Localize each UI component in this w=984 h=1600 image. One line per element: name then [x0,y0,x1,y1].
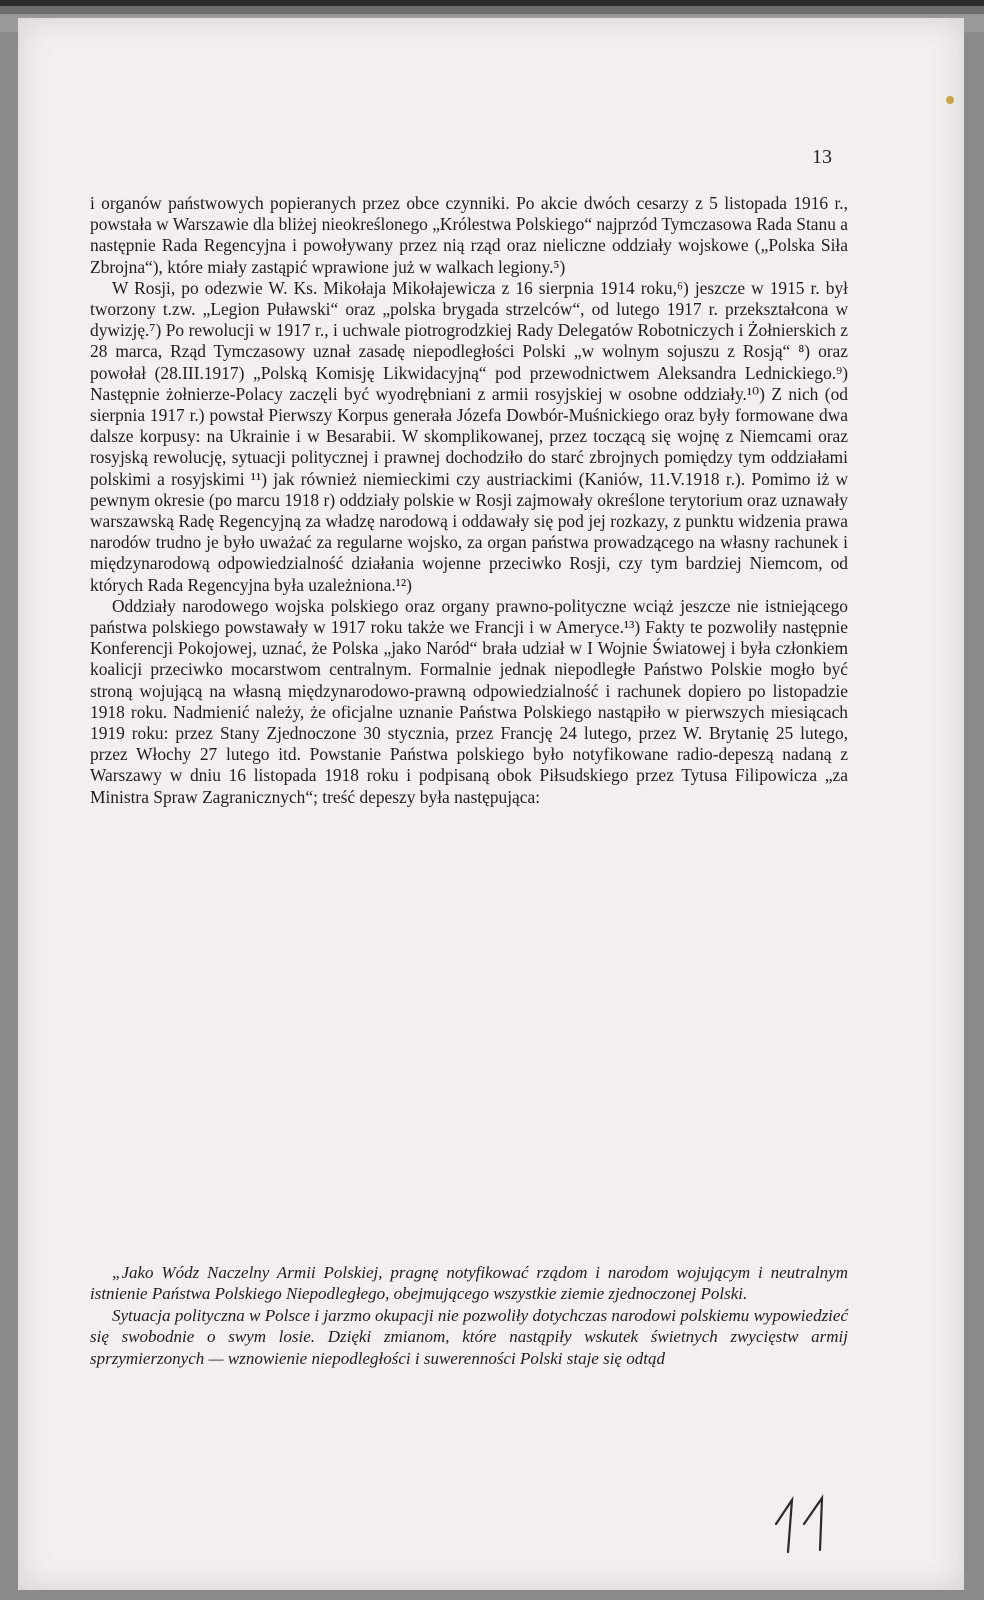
paragraph-2: W Rosji, po odezwie W. Ks. Mikołaja Mikołajewicza z 16 sierpnia 1914 roku,⁶) jeszcze w 1915 r. był tworzony t.zw. „Legion Puławski“ oraz „polska brygada strzelców“, od lutego 1917 r. przekształcona w dywizję.⁷) Po rewolucji w 1917 r., i uchwale piotrogrodzkiej Rady Delegatów Robotniczych i Żołnierskich z 28 marca, Rząd Tymczasowy uznał zasadę niepodległości Polski „w wolnym sojuszu z Rosją“ ⁸) oraz powołał (28.III.1917) „Polską Komisję Likwidacyjną“ pod przewodnictwem Aleksandra Lednickiego.⁹) Następnie żołnierze-Polacy zaczęli być wyodrębniani z armii rosyjskiej w osobne oddziały.¹⁰) Z nich (od sierpnia 1917 r.) powstał Pierwszy Korpus generała Józefa Dowbór-Muśnickiego oraz były formowane dwa dalsze korpusy: na Ukrainie i w Besarabii. W skomplikowanej, przez toczącą się wojnę z Niemcami oraz rosyjską rewolucję, sytuacji politycznej i prawnej dochodziło do starć zbrojnych pomiędzy tym oddziałami polskimi a rosyjskimi ¹¹) jak również niemieckimi czy austriackimi (Kaniów, 11.V.1918 r.). Pomimo iż w pewnym okresie (po marcu 1918 r) oddziały polskie w Rosji zajmowały określone terytorium oraz uznawały warszawską Radę Regencyjną za władzę narodową i oddawały się pod jej rozkazy, z punktu widzenia prawa narodów trudno je było uważać za regularne wojsko, za organ państwa prowadzącego na własny rachunek i międzynarodową odpowiedzialność działania wojenne przeciwko Rosji, czy tym bardziej Niemcom, od których Rada Regencyjna była uzależniona.¹²) [90,277,848,595]
quote-paragraph-2: Sytuacja polityczna w Polsce i jarzmo okupacji nie pozwoliły dotychczas narodowi polskiemu wypowiedzieć się swobodnie o swym losie. Dzięki zmianom, które nastąpiły wskutek świetnych zwycięstw armij sprzymierzonych — wznowienie niepodległości i suwerenności Polski staje się odtąd [90,1305,848,1368]
paragraph-3: Oddziały narodowego wojska polskiego oraz organy prawno-polityczne wciąż jeszcze nie istniejącego państwa polskiego powstawały w 1917 roku także we Francji i w Ameryce.¹³) Fakty te pozwoliły następnie Konferencji Pokojowej, uznać, że Polska „jako Naród“ brała udział w I Wojnie Światowej i była członkiem koalicji przeciwko mocarstwom centralnym. Formalnie jednak niepodległe Państwo Polskie mogło być stroną wojującą na własną międzynarodowo-prawną odpowiedzialność i rachunek dopiero po listopadzie 1918 roku. Nadmienić należy, że oficjalne uznanie Państwa Polskiego nastąpiło w pierwszych miesiącach 1919 roku: przez Stany Zjednoczone 30 stycznia, przez Francję 24 lutego, przez W. Brytanię 25 lutego, przez Włochy 27 lutego itd. Powstanie Państwa polskiego było notyfikowane radio-depeszą nadaną z Warszawy w dniu 16 listopada 1918 roku i podpisaną obok Piłsudskiego przez Tytusa Filipowicza „za Ministra Spraw Zagranicznych“; treść depeszy była następująca: [90,595,848,807]
body-text [90,193,848,808]
quote-paragraph-1: „Jako Wódz Naczelny Armii Polskiej, pragnę notyfikować rządom i narodom wojującym i neutralnym istnienie Państwa Polskiego Niepodległego, obejmującego wszystkie ziemie zjednoczonej Polski. [90,1263,848,1304]
telegram-quote [90,1262,848,1369]
page-number: 13 [812,146,832,168]
paragraph-1: i organów państwowych popieranych przez obce czynniki. Po akcie dwóch cesarzy z 5 listopada 1916 r., powstała w Warszawie dla bliżej nieokreślonego „Królestwa Polskiego“ najprzód Tymczasowa Rada Stanu a następnie Rada Regencyjna i powoływany przez nią rząd oraz nieliczne oddziały wojskowe („Polska Siła Zbrojna“), które miały zastąpić wprawione już w walkach legiony.⁵) [90,193,848,277]
paper-spot [946,96,954,104]
handwritten-page-number [770,1490,850,1560]
